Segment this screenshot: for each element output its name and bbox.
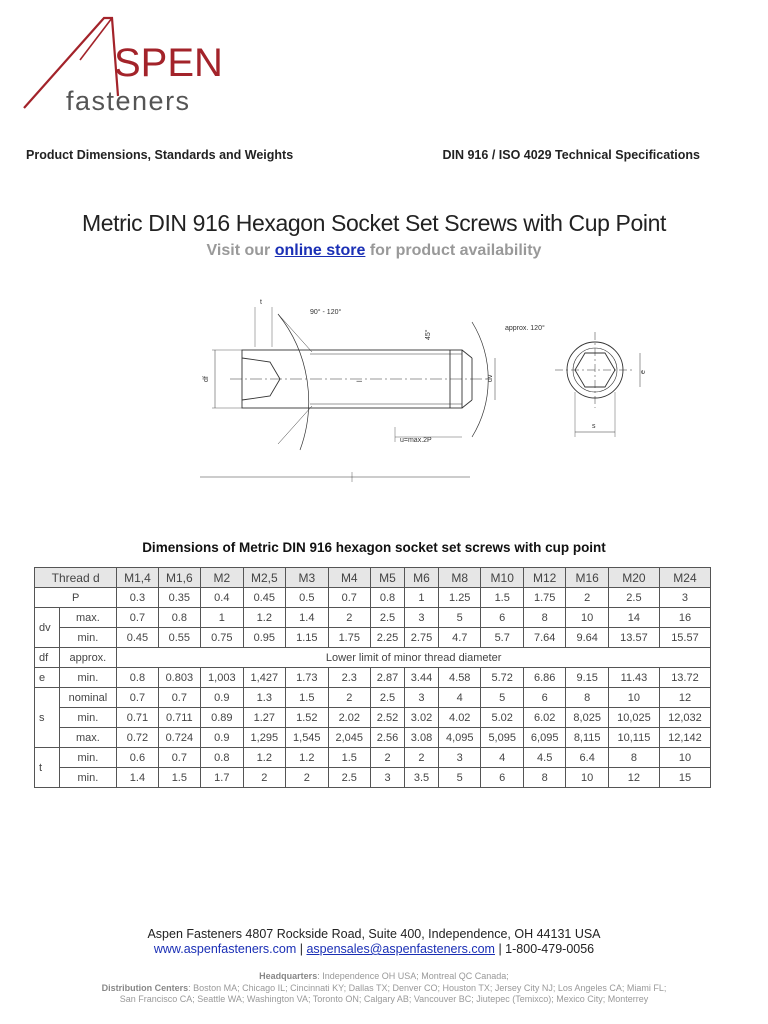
table-cell: 0.7 xyxy=(328,588,370,608)
table-row-dv xyxy=(35,628,711,648)
table-cell: 4.7 xyxy=(438,628,480,648)
table-cell: 4,095 xyxy=(438,728,480,748)
table-cell: 4.58 xyxy=(438,668,480,688)
table-cell: 0.55 xyxy=(158,628,200,648)
aspen-logo xyxy=(22,14,252,124)
header-cell: Thread d xyxy=(35,568,117,588)
table-cell: 1.75 xyxy=(328,628,370,648)
table-cell: 9.15 xyxy=(566,668,608,688)
table-cell: 1.2 xyxy=(243,748,285,768)
hq-text: : Independence OH USA; Montreal QC Canada; xyxy=(317,971,509,981)
row-sublabel: approx. xyxy=(59,648,117,668)
page-title: Metric DIN 916 Hexagon Socket Set Screws with Cup Point xyxy=(82,210,666,236)
table-cell: 2 xyxy=(286,768,328,788)
table-row-e xyxy=(35,668,711,688)
table-cell: 1.2 xyxy=(243,608,285,628)
table-cell: 6.02 xyxy=(523,708,565,728)
table-cell: 1.3 xyxy=(243,688,285,708)
table-cell: 3 xyxy=(371,768,405,788)
table-cell: 2.3 xyxy=(328,668,370,688)
table-cell: 5 xyxy=(438,608,480,628)
df-note: Lower limit of minor thread diameter xyxy=(117,648,711,668)
table-cell: 2 xyxy=(328,608,370,628)
table-cell: 0.803 xyxy=(158,668,200,688)
table-cell: 12,142 xyxy=(659,728,710,748)
table-cell: 1.2 xyxy=(286,748,328,768)
footer-sep: | xyxy=(296,942,307,956)
table-cell: 10 xyxy=(659,748,710,768)
table-cell: 6,095 xyxy=(523,728,565,748)
table-cell: 0.9 xyxy=(201,688,243,708)
table-cell: 2 xyxy=(328,688,370,708)
table-cell: 0.8 xyxy=(117,668,158,688)
table-cell: 0.3 xyxy=(117,588,158,608)
table-cell: 5.02 xyxy=(481,708,523,728)
table-cell: 0.71 xyxy=(117,708,158,728)
table-cell: 1 xyxy=(201,608,243,628)
table-cell: 0.4 xyxy=(201,588,243,608)
table-cell: 15 xyxy=(659,768,710,788)
table-cell: 2.87 xyxy=(371,668,405,688)
header-right: DIN 916 / ISO 4029 Technical Specifications xyxy=(442,148,700,162)
hq-label: Headquarters xyxy=(259,971,318,981)
table-cell: 1.4 xyxy=(117,768,158,788)
table-cell: 1.15 xyxy=(286,628,328,648)
table-cell: 5,095 xyxy=(481,728,523,748)
table-cell: 0.89 xyxy=(201,708,243,728)
table-cell: 8 xyxy=(608,748,659,768)
table-cell: 6.86 xyxy=(523,668,565,688)
header-cell: M5 xyxy=(371,568,405,588)
table-cell: 12 xyxy=(608,768,659,788)
visit-line xyxy=(0,242,748,260)
table-cell: 12,032 xyxy=(659,708,710,728)
dv-label: dv xyxy=(487,374,494,382)
row-label: t xyxy=(35,748,60,788)
table-row-t xyxy=(35,748,711,768)
header-cell: M10 xyxy=(481,568,523,588)
table-cell: 0.7 xyxy=(158,748,200,768)
table-cell: 0.6 xyxy=(117,748,158,768)
table-cell: 1,003 xyxy=(201,668,243,688)
table-cell: 3 xyxy=(405,608,439,628)
table-cell: 2,045 xyxy=(328,728,370,748)
table-cell: 9.64 xyxy=(566,628,608,648)
table-row-s xyxy=(35,688,711,708)
table-cell: 3.5 xyxy=(405,768,439,788)
table-cell: 0.5 xyxy=(286,588,328,608)
table-cell: 7.64 xyxy=(523,628,565,648)
table-cell: 5.7 xyxy=(481,628,523,648)
header-cell: M6 xyxy=(405,568,439,588)
header-cell: M1,6 xyxy=(158,568,200,588)
row-label: df xyxy=(35,648,60,668)
table-row-p xyxy=(35,588,711,608)
table-cell: 4 xyxy=(438,688,480,708)
table-cell: 6 xyxy=(481,608,523,628)
table-cell: 3.08 xyxy=(405,728,439,748)
table-cell: 10 xyxy=(566,768,608,788)
header-cell: M12 xyxy=(523,568,565,588)
table-row-s xyxy=(35,708,711,728)
locations-block xyxy=(0,971,768,1006)
table-cell: 2.25 xyxy=(371,628,405,648)
table-cell: 0.724 xyxy=(158,728,200,748)
header-cell: M16 xyxy=(566,568,608,588)
table-cell: 0.7 xyxy=(117,688,158,708)
footer-phone: | 1-800-479-0056 xyxy=(494,942,595,956)
header-cell: M24 xyxy=(659,568,710,588)
table-cell: 8,115 xyxy=(566,728,608,748)
table-cell: 0.8 xyxy=(201,748,243,768)
table-row-t xyxy=(35,768,711,788)
table-cell: 0.8 xyxy=(158,608,200,628)
table-cell: 0.8 xyxy=(371,588,405,608)
email-link[interactable]: aspensales@aspenfasteners.com xyxy=(306,942,495,956)
header-left: Product Dimensions, Standards and Weights xyxy=(26,148,294,162)
online-store-link[interactable]: online store xyxy=(274,242,366,259)
table-cell: 2 xyxy=(405,748,439,768)
row-sublabel: min. xyxy=(59,748,117,768)
logo-brand-bottom: fasteners xyxy=(66,86,191,116)
table-cell: 2.56 xyxy=(371,728,405,748)
table-cell: 5 xyxy=(438,768,480,788)
table-cell: 0.7 xyxy=(117,608,158,628)
table-cell: 1.7 xyxy=(201,768,243,788)
table-cell: 2.5 xyxy=(371,608,405,628)
table-cell: 0.45 xyxy=(117,628,158,648)
table-cell: 8 xyxy=(523,768,565,788)
table-cell: 0.711 xyxy=(158,708,200,728)
row-label: P xyxy=(35,588,117,608)
table-cell: 3 xyxy=(659,588,710,608)
table-cell: 2.5 xyxy=(371,688,405,708)
table-cell: 4 xyxy=(481,748,523,768)
table-row-s xyxy=(35,728,711,748)
table-cell: 3 xyxy=(405,688,439,708)
dc-label: Distribution Centers xyxy=(101,982,189,993)
table-cell: 16 xyxy=(659,608,710,628)
table-title: Dimensions of Metric DIN 916 hexagon socket set screws with cup point xyxy=(142,540,606,555)
row-label: s xyxy=(35,688,60,748)
table-cell: 10 xyxy=(566,608,608,628)
table-cell: 5.72 xyxy=(481,668,523,688)
table-cell: 0.45 xyxy=(243,588,285,608)
e-label: e xyxy=(640,370,647,374)
table-row-dv xyxy=(35,608,711,628)
l-label: l xyxy=(357,380,364,382)
table-cell: 4.5 xyxy=(523,748,565,768)
dc-text: : Boston MA; Chicago IL; Cincinnati KY; Dallas TX; Denver CO; Houston TX; Jersey City NJ; Los Angeles CA; Miami FL; xyxy=(188,982,667,993)
table-cell: 3.44 xyxy=(405,668,439,688)
table-cell: 2.5 xyxy=(328,768,370,788)
header-cell: M2,5 xyxy=(243,568,285,588)
visit-after: for product availability xyxy=(365,242,542,259)
table-cell: 1.27 xyxy=(243,708,285,728)
logo-brand-top: SPEN xyxy=(114,41,223,85)
table-cell: 10,115 xyxy=(608,728,659,748)
table-cell: 1,295 xyxy=(243,728,285,748)
table-cell: 1,545 xyxy=(286,728,328,748)
header-cell: M3 xyxy=(286,568,328,588)
approx-label: approx. 120° xyxy=(505,325,545,332)
table-cell: 6.4 xyxy=(566,748,608,768)
table-cell: 1.4 xyxy=(286,608,328,628)
technical-drawing xyxy=(200,292,670,487)
footer-links xyxy=(0,942,748,956)
table-cell: 1.73 xyxy=(286,668,328,688)
table-cell: 1.5 xyxy=(158,768,200,788)
df-label: df xyxy=(203,376,210,382)
table-cell: 1.5 xyxy=(481,588,523,608)
dc-text2: San Francisco CA; Seattle WA; Washington VA; Toronto ON; Calgary AB; Vancouver BC; Jiutepec (Temixco); Mexico City; Monterrey xyxy=(119,994,649,1004)
table-cell: 12 xyxy=(659,688,710,708)
visit-before: Visit our xyxy=(206,242,275,259)
table-cell: 13.72 xyxy=(659,668,710,688)
table-cell: 5 xyxy=(481,688,523,708)
t-label: t xyxy=(260,299,262,306)
table-cell: 10,025 xyxy=(608,708,659,728)
table-cell: 6 xyxy=(481,768,523,788)
table-row-df xyxy=(35,648,711,668)
table-cell: 0.95 xyxy=(243,628,285,648)
table-cell: 0.75 xyxy=(201,628,243,648)
table-cell: 13.57 xyxy=(608,628,659,648)
table-cell: 0.35 xyxy=(158,588,200,608)
table-cell: 11.43 xyxy=(608,668,659,688)
table-cell: 1 xyxy=(405,588,439,608)
table-cell: 2.02 xyxy=(328,708,370,728)
table-cell: 10 xyxy=(608,688,659,708)
header-cell: M2 xyxy=(201,568,243,588)
row-sublabel: max. xyxy=(59,608,117,628)
chamfer-label: 45° xyxy=(425,329,432,340)
row-label: dv xyxy=(35,608,60,648)
table-cell: 8 xyxy=(566,688,608,708)
table-cell: 8,025 xyxy=(566,708,608,728)
angle-label: 90° - 120° xyxy=(310,309,342,316)
row-sublabel: min. xyxy=(59,628,117,648)
table-cell: 1.52 xyxy=(286,708,328,728)
table-cell: 2.52 xyxy=(371,708,405,728)
table-cell: 2.5 xyxy=(608,588,659,608)
table-cell: 2 xyxy=(243,768,285,788)
table-cell: 1.75 xyxy=(523,588,565,608)
table-cell: 4.02 xyxy=(438,708,480,728)
table-cell: 0.7 xyxy=(158,688,200,708)
table-cell: 1.25 xyxy=(438,588,480,608)
website-link[interactable]: www.aspenfasteners.com xyxy=(153,942,297,956)
dimensions-table xyxy=(34,567,711,788)
row-sublabel: min. xyxy=(59,768,117,788)
table-header-row xyxy=(35,568,711,588)
footer-address: Aspen Fasteners 4807 Rockside Road, Suite 400, Independence, OH 44131 USA xyxy=(147,927,601,941)
table-cell: 2 xyxy=(371,748,405,768)
table-cell: 0.72 xyxy=(117,728,158,748)
row-sublabel: nominal xyxy=(59,688,117,708)
row-sublabel: max. xyxy=(59,728,117,748)
table-cell: 0.9 xyxy=(201,728,243,748)
header-cell: M20 xyxy=(608,568,659,588)
table-cell: 1.5 xyxy=(286,688,328,708)
table-cell: 14 xyxy=(608,608,659,628)
table-cell: 8 xyxy=(523,608,565,628)
row-label: e xyxy=(35,668,60,688)
header-cell: M1,4 xyxy=(117,568,158,588)
s-label: s xyxy=(592,423,596,430)
table-cell: 1.5 xyxy=(328,748,370,768)
u-label: u=max.2P xyxy=(400,437,432,444)
table-cell: 2 xyxy=(566,588,608,608)
row-sublabel: min. xyxy=(59,668,117,688)
table-cell: 3 xyxy=(438,748,480,768)
table-cell: 1,427 xyxy=(243,668,285,688)
table-cell: 15.57 xyxy=(659,628,710,648)
table-cell: 3.02 xyxy=(405,708,439,728)
row-sublabel: min. xyxy=(59,708,117,728)
header-cell: M8 xyxy=(438,568,480,588)
table-cell: 2.75 xyxy=(405,628,439,648)
header-cell: M4 xyxy=(328,568,370,588)
table-cell: 6 xyxy=(523,688,565,708)
